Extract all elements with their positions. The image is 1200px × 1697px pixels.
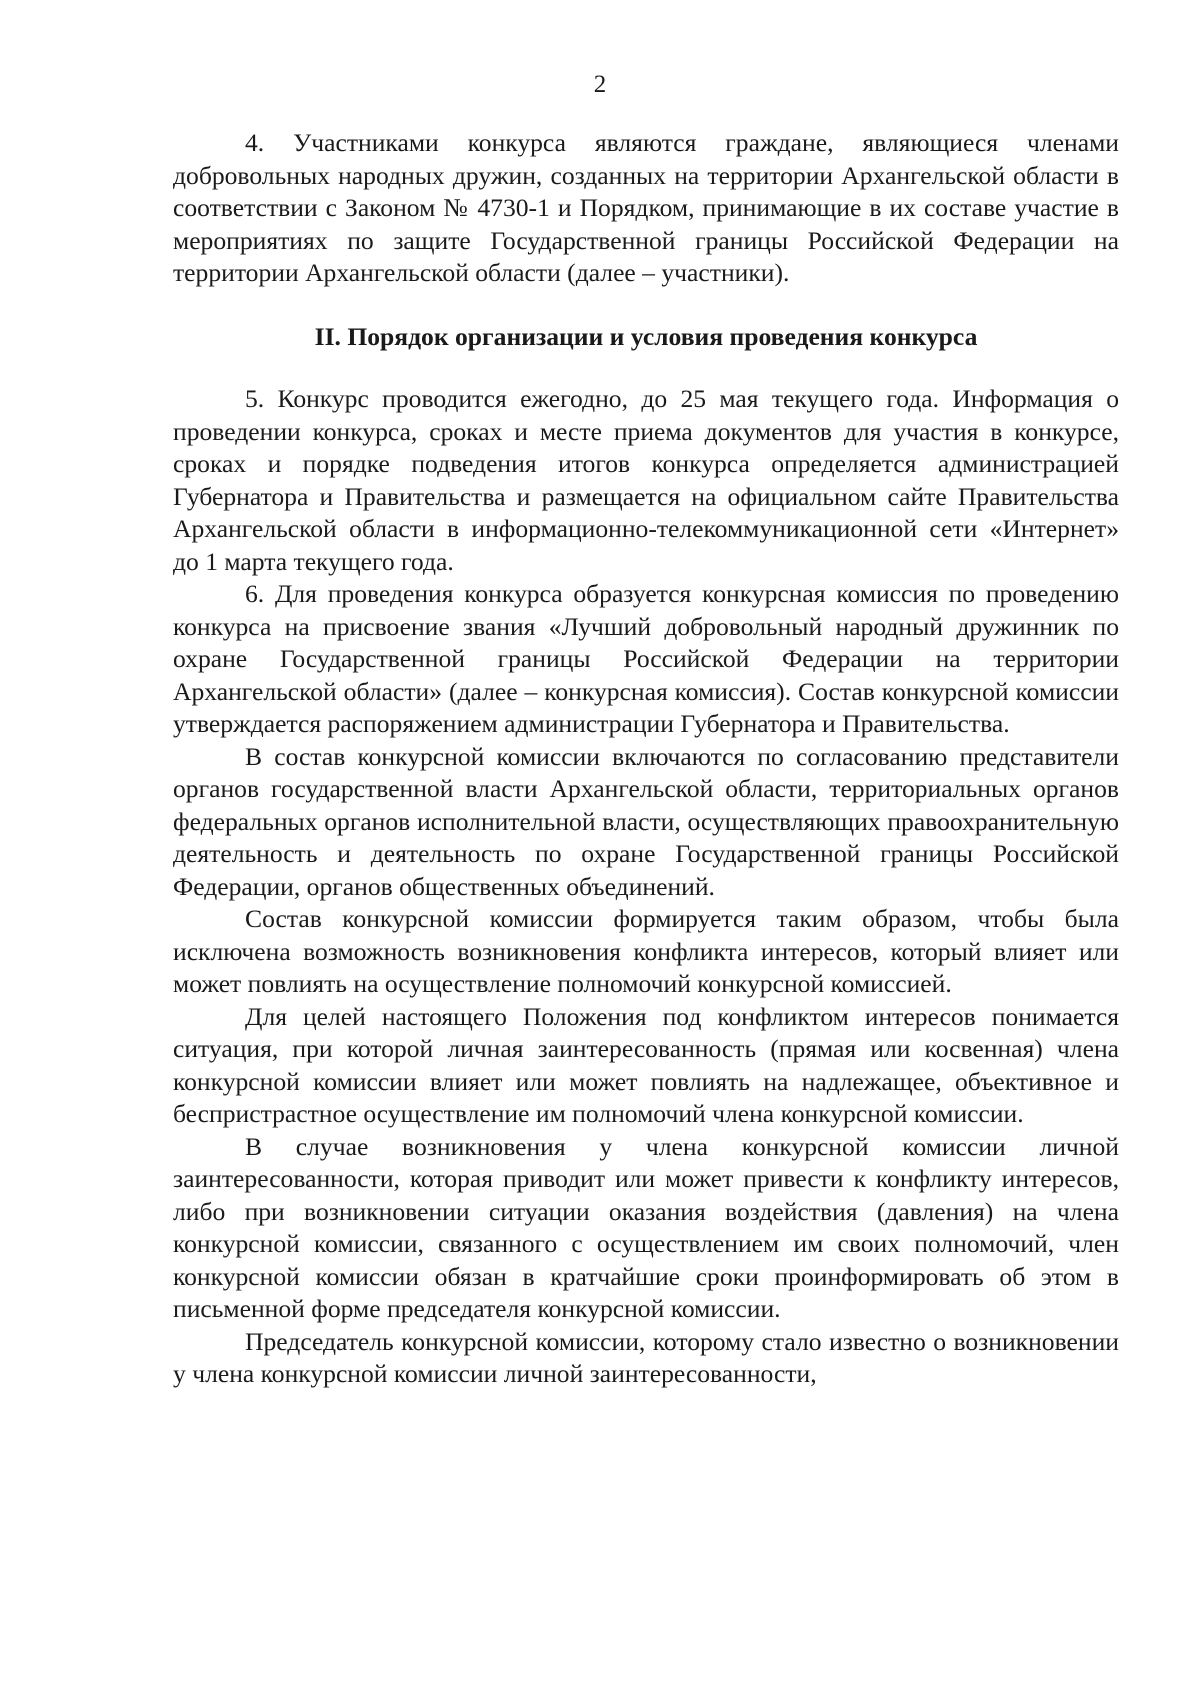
paragraph-6: 6. Для проведения конкурса образуется конкурсная комиссия по проведению конкурса на присвоение звания «Лучший добровольный народный дружинник по охране Государственной границы Российской Федерации на территории Архангельской области» (далее – конкурсная комиссия). Состав конкурсной комиссии утверждается распоряжением администрации Губернатора и Правительства. <box>173 579 1119 738</box>
document-body <box>173 127 1119 1391</box>
paragraph-conflict-definition: Для целей настоящего Положения под конфликтом интересов понимается ситуация, при которой личная заинтересованность (прямая или косвенная) члена конкурсной комиссии влияет или может повлиять на надлежащее, объективное и беспристрастное осуществление им полномочий члена конкурсной комиссии. <box>173 1001 1119 1128</box>
paragraph-commission-composition: Состав конкурсной комиссии формируется таким образом, чтобы была исключена возможность возникновения конфликта интересов, который влияет или может повлиять на осуществление полномочий конкурсной комиссией. <box>173 904 1119 998</box>
paragraph-4: 4. Участниками конкурса являются граждане, являющиеся членами добровольных народных дружин, созданных на территории Архангельской области в соответствии с Законом № 4730-1 и Порядком, принимающие в их составе участие в мероприятиях по защите Государственной границы Российской Федерации на территории Архангельской области (далее – участники). <box>173 128 1119 287</box>
page-number: 2 <box>593 71 607 98</box>
section-title: II. Порядок организации и условия проведения конкурса <box>314 321 978 351</box>
paragraph-commission-members: В состав конкурсной комиссии включаются по согласованию представители органов государственной власти Архангельской области, территориальных органов федеральных органов исполнительной власти, осуществляющих правоохранительную деятельность и деятельность по охране Государственной границы Российской Федерации, органов общественных объединений. <box>173 741 1119 901</box>
paragraph-chairman: Председатель конкурсной комиссии, которому стало известно о возникновении у члена конкурсной комиссии личной заинтересованности, <box>173 1326 1119 1388</box>
paragraph-conflict-reporting: В случае возникновения у члена конкурсной комиссии личной заинтересованности, которая приводит или может привести к конфликту интересов, либо при возникновении ситуации оказания воздействия (давления) на члена конкурсной комиссии, связанного с осуществлением им своих полномочий, член конкурсной комиссии обязан в кратчайшие сроки проинформировать об этом в письменной форме председателя конкурсной комиссии. <box>173 1131 1119 1323</box>
paragraph-5: 5. Конкурс проводится ежегодно, до 25 мая текущего года. Информация о проведении конкурса, сроках и месте приема документов для участия в конкурсе, сроках и порядке подведения итогов конкурса определяется администрацией Губернатора и Правительства и размещается на официальном сайте Правительства Архангельской области в информационно-телекоммуникационной сети «Интернет» до 1 марта текущего года. <box>173 384 1119 576</box>
